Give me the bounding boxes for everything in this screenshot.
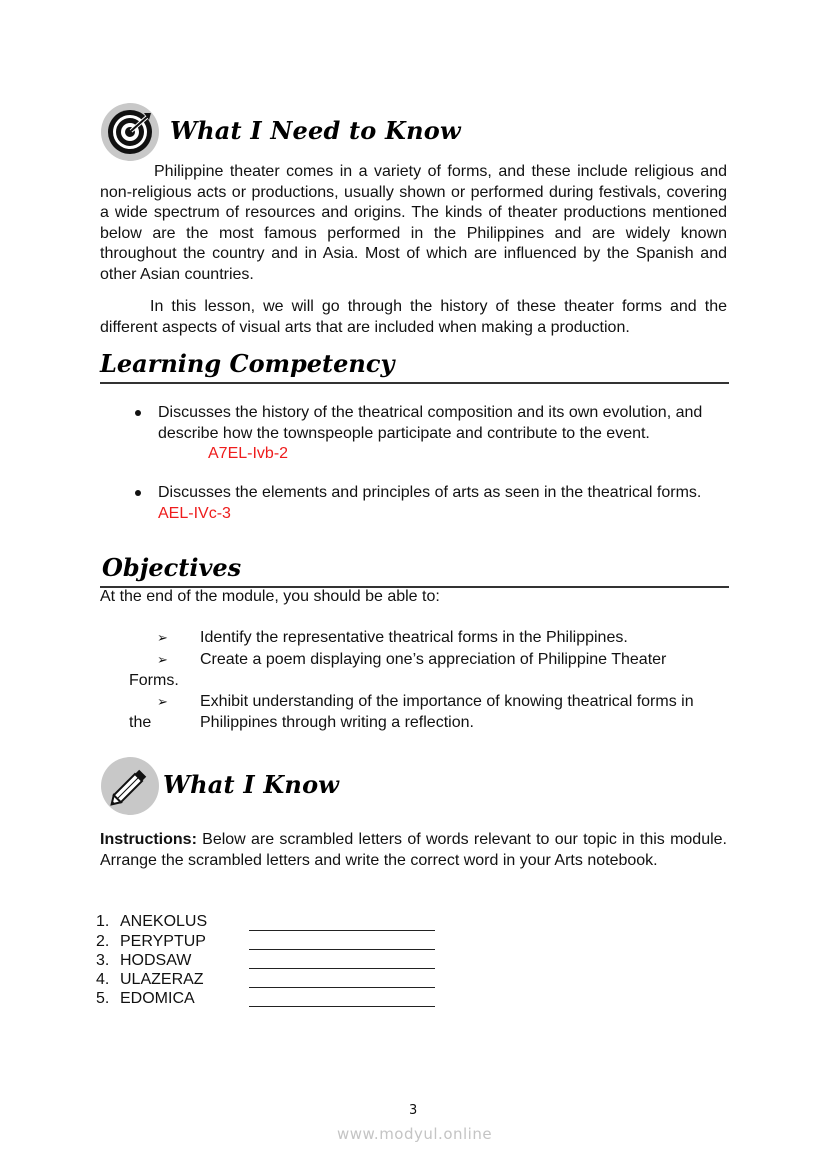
instructions-label: Instructions:	[100, 831, 197, 848]
competency-text: Discusses the elements and principles of arts as seen in the theatrical forms.	[158, 484, 702, 501]
intro-paragraph-text: Philippine theater comes in a variety of forms, and these include religious and non-religious acts or productions, usually shown or performed during festivals, covering a wide spectrum of resources and origins. The kinds of theater productions mentioned below are the most famous performed in the Philippines and are widely known throughout the country and in Asia. Most of which are influenced by the Spanish and other Asian countries.	[100, 163, 727, 283]
section-heading-objectives: Objectives	[102, 553, 242, 582]
scrambled-word: PERYPTUP	[120, 933, 206, 950]
objective-item-3-wrap-prefix: the	[129, 714, 152, 731]
bullet-icon	[135, 490, 141, 496]
list-item-number: 3.	[96, 952, 110, 969]
scrambled-word: ULAZERAZ	[120, 971, 204, 988]
watermark: www.modyul.online	[337, 1125, 493, 1143]
competency-item-1	[158, 403, 730, 465]
target-icon	[101, 103, 159, 161]
instructions-text: Below are scrambled letters of words relevant to our topic in this module. Arrange the scrambled letters and write the correct word in your Arts notebook.	[100, 831, 727, 869]
objective-item-2-wrap: Forms.	[129, 672, 179, 689]
scrambled-word: EDOMICA	[120, 990, 195, 1007]
lesson-paragraph	[100, 297, 727, 338]
competency-text: Discusses the history of the theatrical composition and its own evolution, and describe how the townspeople participate and contribute to the event.	[158, 404, 703, 442]
scrambled-word: ANEKOLUS	[120, 913, 208, 930]
competency-item-2	[158, 483, 738, 524]
answer-blank[interactable]	[249, 1006, 435, 1007]
answer-blank[interactable]	[249, 987, 435, 988]
answer-blank[interactable]	[249, 949, 435, 950]
bullet-icon	[135, 410, 141, 416]
objective-item-2: Create a poem displaying one’s appreciation of Philippine Theater	[200, 651, 667, 668]
scrambled-word: HODSAW	[120, 952, 192, 969]
intro-paragraph	[100, 162, 727, 286]
objective-item-3: Exhibit understanding of the importance of knowing theatrical forms in	[200, 693, 694, 710]
list-item-number: 2.	[96, 933, 110, 950]
pencil-icon	[101, 757, 159, 815]
section-heading-what-i-need-to-know: What I Need to Know	[170, 116, 461, 145]
list-item-number: 5.	[96, 990, 110, 1007]
competency-code: A7EL-Ivb-2	[208, 445, 289, 463]
list-item-number: 1.	[96, 913, 110, 930]
section-heading-what-i-know: What I Know	[163, 770, 340, 799]
arrow-bullet-icon: ➢	[157, 694, 168, 709]
answer-blank[interactable]	[249, 930, 435, 931]
objective-item-1: Identify the representative theatrical forms in the Philippines.	[200, 629, 628, 646]
section-divider	[100, 382, 729, 384]
competency-code: AEL-IVc-3	[158, 504, 231, 522]
arrow-bullet-icon: ➢	[157, 652, 168, 667]
arrow-bullet-icon: ➢	[157, 630, 168, 645]
lesson-paragraph-text: In this lesson, we will go through the history of these theater forms and the different aspects of visual arts that are included when making a production.	[100, 298, 727, 336]
section-heading-learning-competency: Learning Competency	[100, 349, 395, 378]
objectives-intro: At the end of the module, you should be able to:	[100, 588, 440, 605]
objective-item-3-wrap: Philippines through writing a reflection.	[200, 714, 474, 731]
instructions-paragraph	[100, 830, 727, 871]
answer-blank[interactable]	[249, 968, 435, 969]
list-item-number: 4.	[96, 971, 110, 988]
page-number: 3	[409, 1103, 418, 1118]
